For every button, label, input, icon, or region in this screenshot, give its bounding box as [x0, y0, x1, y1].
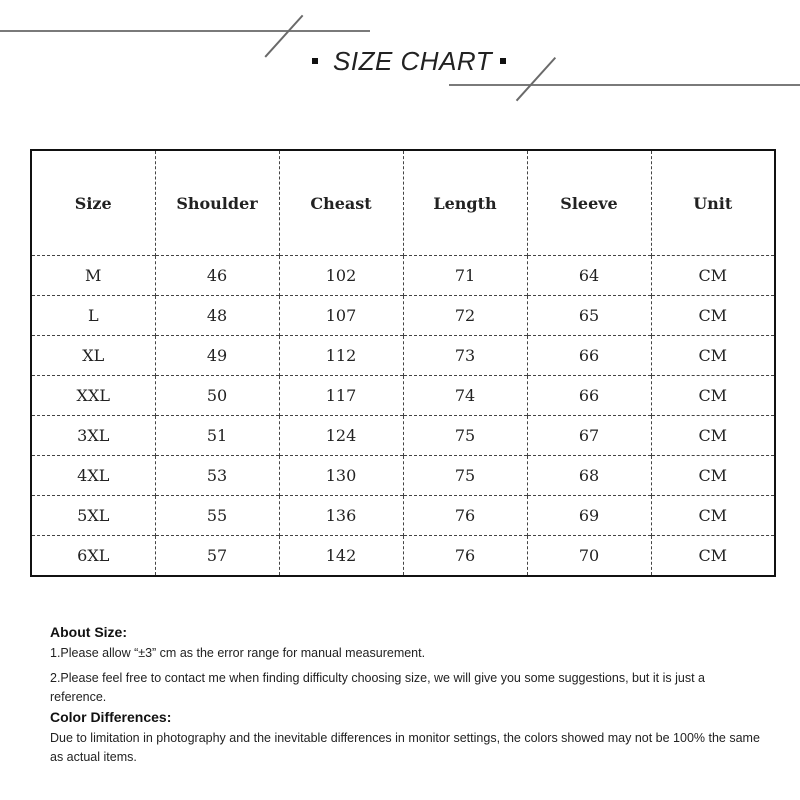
cell-sleeve: 68	[527, 456, 651, 496]
notes-section	[50, 622, 760, 767]
cell-unit: CM	[651, 376, 775, 416]
col-header-length: Length	[403, 150, 527, 256]
col-header-chest: Cheast	[279, 150, 403, 256]
table-header-row	[31, 150, 775, 256]
cell-length: 76	[403, 536, 527, 577]
cell-length: 75	[403, 456, 527, 496]
cell-chest: 124	[279, 416, 403, 456]
table-row	[31, 496, 775, 536]
cell-shoulder: 50	[155, 376, 279, 416]
table-row	[31, 296, 775, 336]
cell-size: 6XL	[31, 536, 155, 577]
cell-length: 72	[403, 296, 527, 336]
cell-size: XXL	[31, 376, 155, 416]
table-row	[31, 536, 775, 577]
page-title: SIZE CHART	[333, 46, 493, 76]
cell-shoulder: 51	[155, 416, 279, 456]
cell-sleeve: 69	[527, 496, 651, 536]
table-row	[31, 376, 775, 416]
cell-chest: 102	[279, 256, 403, 296]
cell-length: 71	[403, 256, 527, 296]
cell-chest: 142	[279, 536, 403, 577]
cell-sleeve: 66	[527, 336, 651, 376]
cell-length: 73	[403, 336, 527, 376]
table-row	[31, 336, 775, 376]
table-row	[31, 456, 775, 496]
cell-chest: 136	[279, 496, 403, 536]
cell-unit: CM	[651, 256, 775, 296]
title-bullet-left-icon	[312, 58, 318, 64]
title-bullet-right-icon	[500, 58, 506, 64]
col-header-shoulder: Shoulder	[155, 150, 279, 256]
cell-sleeve: 70	[527, 536, 651, 577]
cell-unit: CM	[651, 336, 775, 376]
cell-chest: 130	[279, 456, 403, 496]
cell-sleeve: 65	[527, 296, 651, 336]
cell-unit: CM	[651, 536, 775, 577]
table-row	[31, 256, 775, 296]
cell-shoulder: 55	[155, 496, 279, 536]
cell-shoulder: 48	[155, 296, 279, 336]
cell-size: 3XL	[31, 416, 155, 456]
color-differences-heading: Color Differences:	[50, 709, 172, 725]
size-table	[30, 149, 776, 577]
about-size-heading: About Size:	[50, 624, 127, 640]
cell-unit: CM	[651, 416, 775, 456]
cell-length: 76	[403, 496, 527, 536]
cell-size: M	[31, 256, 155, 296]
col-header-size: Size	[74, 193, 112, 213]
cell-shoulder: 53	[155, 456, 279, 496]
cell-unit: CM	[651, 296, 775, 336]
cell-sleeve: 64	[527, 256, 651, 296]
about-size-note-2: 2.Please feel free to contact me when finding difficulty choosing size, we will give you some suggestions, but it is just a reference.	[50, 671, 705, 704]
cell-length: 75	[403, 416, 527, 456]
col-header-unit: Unit	[651, 150, 775, 256]
cell-unit: CM	[651, 456, 775, 496]
col-header-sleeve: Sleeve	[527, 150, 651, 256]
cell-shoulder: 57	[155, 536, 279, 577]
table-row	[31, 416, 775, 456]
cell-unit: CM	[651, 496, 775, 536]
cell-sleeve: 67	[527, 416, 651, 456]
cell-length: 74	[403, 376, 527, 416]
cell-shoulder: 46	[155, 256, 279, 296]
cell-shoulder: 49	[155, 336, 279, 376]
cell-chest: 112	[279, 336, 403, 376]
cell-size: 5XL	[31, 496, 155, 536]
cell-chest: 117	[279, 376, 403, 416]
cell-sleeve: 66	[527, 376, 651, 416]
color-differences-note: Due to limitation in photography and the inevitable differences in monitor settings, the colors showed may not be 100% the same as actual items.	[50, 731, 760, 764]
title-bar	[0, 44, 800, 78]
header-line-right	[449, 84, 800, 86]
header-line-left	[0, 30, 370, 32]
cell-size: XL	[31, 336, 155, 376]
cell-chest: 107	[279, 296, 403, 336]
about-size-note-1: 1.Please allow “±3” cm as the error range for manual measurement.	[50, 646, 426, 660]
cell-size: L	[31, 296, 155, 336]
cell-size: 4XL	[31, 456, 155, 496]
